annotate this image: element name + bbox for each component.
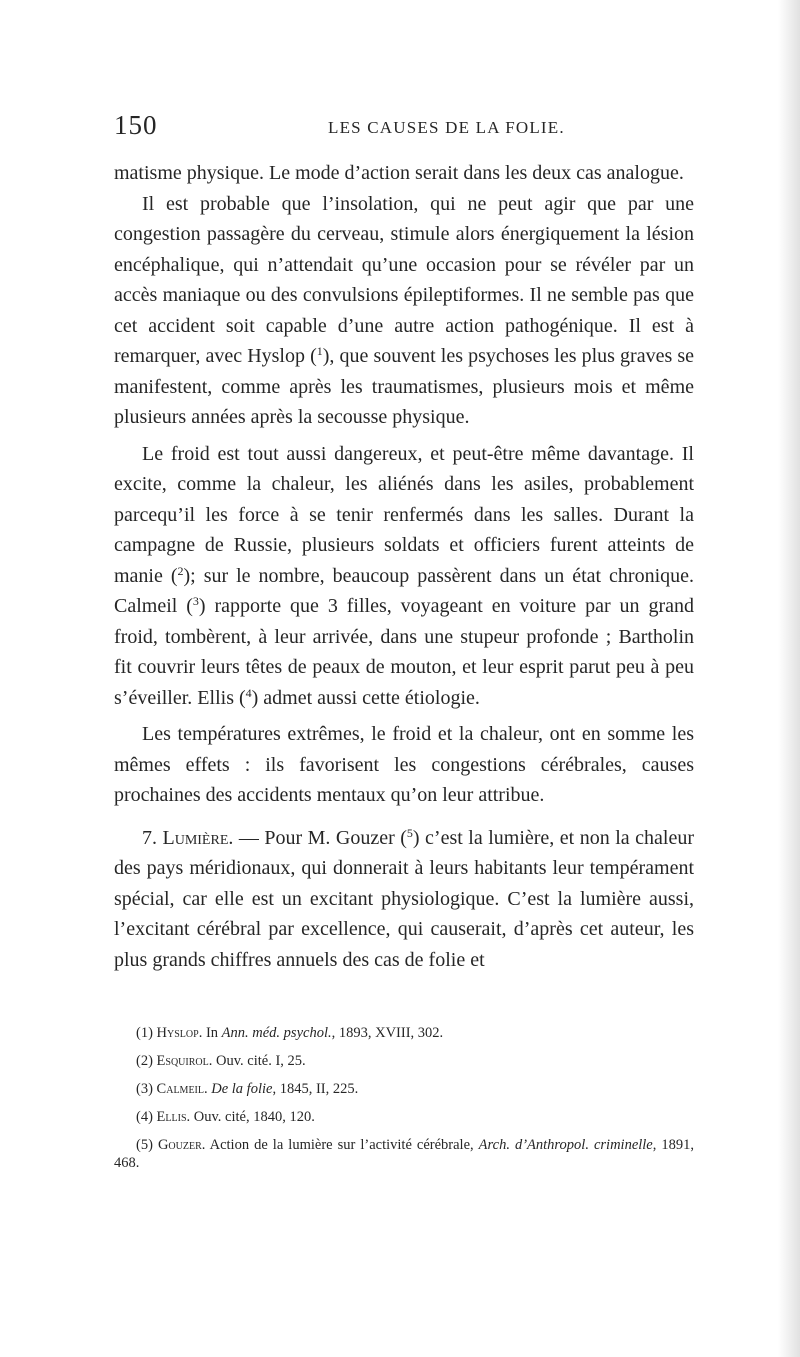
footnote-title: De la folie (211, 1081, 273, 1097)
footnote (114, 1136, 694, 1172)
footnote (114, 1052, 694, 1070)
footnote (114, 1080, 694, 1098)
footnote-number: (4) (136, 1109, 153, 1125)
footnote-text: Ouv. cité. I, 25. (212, 1053, 306, 1069)
paragraph-3-text-c: ) rapporte que 3 filles, voyageant en voiture par un grand froid, tombèrent, à leur arrivée, dans une stupeur profonde ; Bartholin fit couvrir leurs têtes de peaux de mouton, et leur esprit parut peu à peu s’éveiller. Ellis ( (114, 595, 695, 709)
footnote-text: Action de la lumière sur l’activité cérébrale, (205, 1137, 479, 1153)
footnote (114, 1024, 694, 1042)
paragraph-5 (114, 823, 694, 976)
page-edge-shadow (778, 0, 800, 1357)
paragraph-3-text-a: Le froid est tout aussi dangereux, et peut-être même davantage. Il excite, comme la chaleur, les aliénés dans les asiles, probablement parcequ’il les force à se tenir renfermés dans les salles. Durant la campagne de Russie, plusieurs soldats et officiers furent atteints de manie ( (114, 442, 694, 587)
footnote-rest: , 1893, XVIII, 302. (331, 1025, 444, 1041)
footnote-ref-2: 2 (177, 563, 184, 578)
footnote-number: (5) (136, 1137, 153, 1153)
footnote-rest: , 1891, 468. (114, 1137, 695, 1171)
footnote-author: Calmeil. (156, 1081, 208, 1097)
footnote-author: Hyslop. (156, 1025, 203, 1041)
paragraph-2-text: Il est probable que l’insolation, qui ne peut agir que par une congestion passagère du cerveau, stimule alors énergiquement la lésion encéphalique, qui n’attendait qu’une occasion pour se révéler par un accès maniaque ou des convulsions épileptiformes. Il ne semble pas que cet accident soit capable d’une autre action pathogénique. Il est à remarquer, avec Hyslop ( (114, 192, 694, 367)
paragraph-2-text-b: ), que souvent les psychoses les plus graves se manifestent, comme après les traumatismes, plusieurs mois et même plusieurs années après la secousse physique. (114, 345, 694, 428)
running-title: LES CAUSES DE LA FOLIE. (328, 118, 565, 137)
paragraph-3-text-b: ); sur le nombre, beaucoup passèrent dans un état chronique. Calmeil ( (114, 564, 695, 617)
footnote-ref-5: 5 (406, 825, 413, 840)
paragraph-5-text-b: ) c’est la lumière, et non la chaleur des pays méridionaux, qui donnerait à leurs habitants leur tempérament spécial, car elle est un excitant physiologique. C’est la lumière aussi, l’excitant cérébral par excellence, qui causerait, d’après cet auteur, les plus grands chiffres annuels des cas de folie et (114, 826, 694, 971)
section-heading-lumiere: 7. Lumière. (142, 826, 234, 849)
footnote-title: Arch. d’Anthropol. criminelle (478, 1137, 653, 1153)
paragraph-3 (114, 439, 694, 714)
footnote-ref-1: 1 (316, 344, 323, 358)
footnote-number: (2) (136, 1053, 153, 1069)
footnote-ref-3: 3 (192, 594, 199, 608)
footnote (114, 1108, 694, 1126)
footnote-number: (1) (136, 1025, 153, 1041)
paragraph-1: matisme physique. Le mode d’action serait dans les deux cas analogue. (114, 162, 684, 184)
paragraph-2 (114, 189, 694, 433)
page-header (114, 110, 694, 150)
page-number: 150 (114, 110, 158, 140)
body-text (114, 158, 694, 975)
footnote-author: Gouzer. (157, 1137, 206, 1153)
footnotes (114, 1024, 694, 1172)
footnote-text: Ouv. cité, 1840, 120. (190, 1109, 315, 1125)
paragraph-3-text-d: ) admet aussi cette étiologie. (251, 686, 480, 709)
footnote-ref-4: 4 (245, 685, 252, 700)
footnote-number: (3) (136, 1081, 153, 1097)
footnote-text: In (202, 1025, 222, 1041)
footnote-author: Esquirol. (156, 1053, 213, 1069)
paragraph-5-text-a: — Pour M. Gouzer ( (233, 826, 407, 849)
paragraph-4: Les températures extrêmes, le froid et la chaleur, ont en somme les mêmes effets : ils favorisent les congestions cérébrales, causes prochaines des accidents mentaux qu’on leur attribue. (114, 723, 694, 806)
footnote-title: Ann. méd. psychol. (221, 1025, 332, 1041)
footnote-author: Ellis. (156, 1109, 191, 1125)
footnote-rest: , 1845, II, 225. (272, 1081, 359, 1097)
